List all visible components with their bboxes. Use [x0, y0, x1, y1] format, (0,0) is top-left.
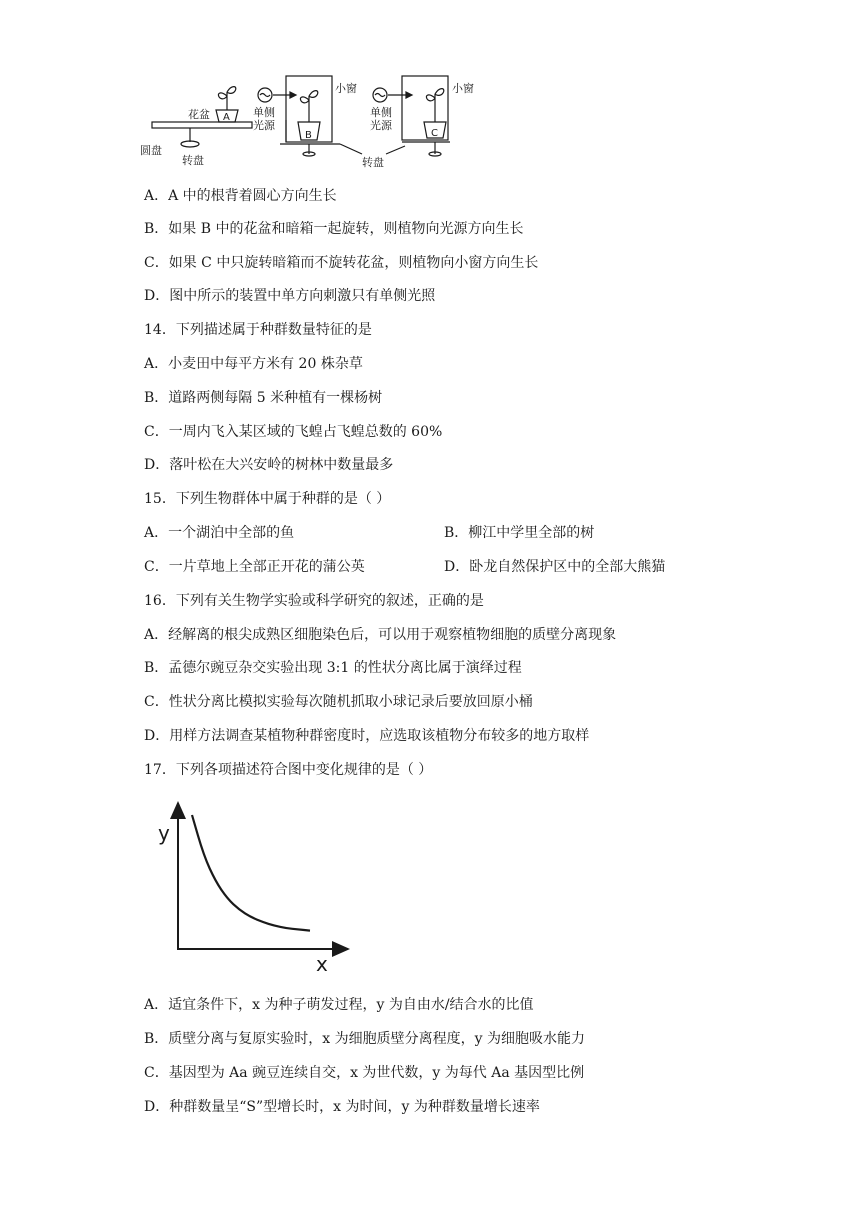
- label-turntable-right: 转盘: [362, 156, 384, 169]
- q14-option-b: B．道路两侧每隔 5 米种植有一棵杨树: [144, 390, 383, 406]
- q13-option-d: D．图中所示的装置中单方向刺激只有单侧光照: [144, 288, 436, 304]
- label-light-c-1: 单侧: [370, 106, 392, 119]
- q13-option-b: B．如果 B 中的花盆和暗箱一起旋转，则植物向光源方向生长: [144, 221, 524, 237]
- label-light-b-1: 单侧: [253, 106, 275, 119]
- x-axis-label: x: [316, 952, 328, 976]
- round-plate: [152, 122, 252, 128]
- apparatus-diagram: [140, 70, 480, 170]
- q15-option-b: B．柳江中学里全部的树: [444, 525, 595, 541]
- q14-option-c: C．一周内飞入某区域的飞蝗占飞蝗总数的 60%: [144, 424, 443, 440]
- q16-option-a: A．经解离的根尖成熟区细胞染色后，可以用于观察植物细胞的质壁分离现象: [144, 627, 617, 643]
- q15-option-d: D．卧龙自然保护区中的全部大熊猫: [444, 559, 666, 575]
- q16-option-b: B．孟德尔豌豆杂交实验出现 3:1 的性状分离比属于演绎过程: [144, 660, 522, 676]
- q14-stem: 14．下列描述属于种群数量特征的是: [144, 322, 372, 338]
- q15-option-c: C．一片草地上全部正开花的蒲公英: [144, 559, 365, 575]
- label-pot-a: A: [223, 112, 230, 123]
- y-axis-label: y: [158, 821, 170, 845]
- q15-option-a: A．一个湖泊中全部的鱼: [144, 525, 295, 541]
- label-pot-c: C: [431, 128, 438, 139]
- q17-option-c: C．基因型为 Aa 豌豆连续自交，x 为世代数，y 为每代 Aa 基因型比例: [144, 1065, 585, 1081]
- q14-option-d: D．落叶松在大兴安岭的树林中数量最多: [144, 457, 394, 473]
- q14-option-a: A．小麦田中每平方米有 20 株杂草: [144, 356, 363, 372]
- q16-stem: 16．下列有关生物学实验或科学研究的叙述，正确的是: [144, 593, 484, 609]
- label-round-plate: 圆盘: [140, 144, 162, 157]
- q16-option-d: D．用样方法调查某植物种群密度时，应选取该植物分布较多的地方取样: [144, 728, 590, 744]
- curve-chart: [150, 795, 360, 980]
- label-window-b: 小窗: [335, 82, 357, 95]
- label-window-c: 小窗: [452, 82, 474, 95]
- series-line: [192, 815, 310, 931]
- q17-option-b: B．质壁分离与复原实验时，x 为细胞质壁分离程度，y 为细胞吸水能力: [144, 1031, 585, 1047]
- label-light-c-2: 光源: [370, 119, 392, 132]
- label-pot: 花盆: [188, 108, 210, 121]
- q13-option-a: A．A 中的根背着圆心方向生长: [144, 188, 337, 204]
- label-pot-b: B: [305, 130, 312, 141]
- q17-option-d: D．种群数量呈“S”型增长时，x 为时间，y 为种群数量增长速率: [144, 1099, 540, 1115]
- q13-option-c: C．如果 C 中只旋转暗箱而不旋转花盆，则植物向小窗方向生长: [144, 255, 539, 271]
- q16-option-c: C．性状分离比模拟实验每次随机抓取小球记录后要放回原小桶: [144, 694, 533, 710]
- q17-option-a: A．适宜条件下，x 为种子萌发过程，y 为自由水/结合水的比值: [144, 997, 534, 1013]
- q15-stem: 15．下列生物群体中属于种群的是（ ）: [144, 491, 391, 507]
- label-turntable-left: 转盘: [182, 154, 204, 167]
- label-light-b-2: 光源: [253, 119, 275, 132]
- q17-stem: 17．下列各项描述符合图中变化规律的是（ ）: [144, 762, 433, 778]
